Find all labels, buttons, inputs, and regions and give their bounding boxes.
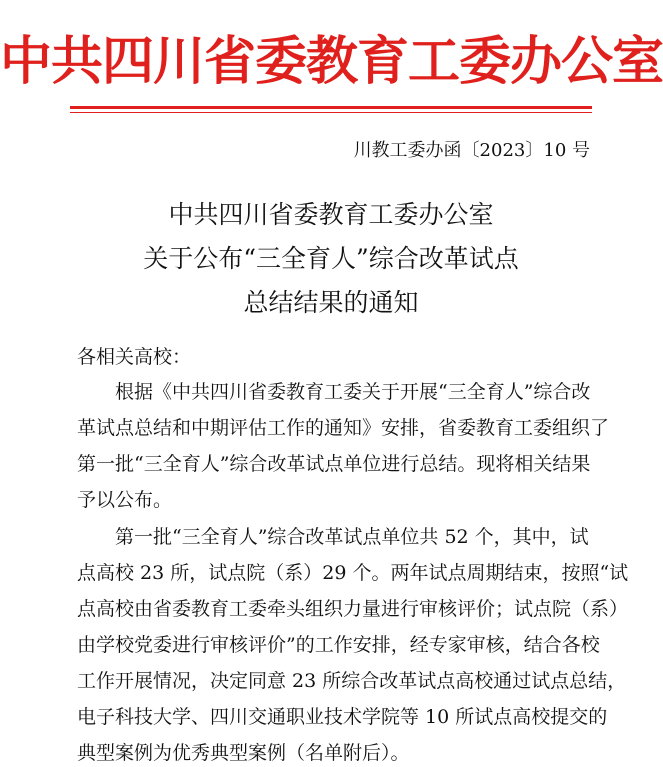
paragraph-2-line: 第一批“三全育人”综合改革试点单位共 52 个，其中，试 <box>115 526 589 548</box>
header-red-rule-thick <box>70 106 592 109</box>
paragraph-1-line: 予以公布。 <box>77 489 173 511</box>
paragraph-1-line: 第一批“三全育人”综合改革试点单位进行总结。现将相关结果 <box>77 453 591 475</box>
paragraph-2-line: 由学校党委进行审核评价”的工作安排，经专家审核，结合各校 <box>77 634 600 656</box>
title-line-2: 关于公布“三全育人”综合改革试点 <box>143 244 519 273</box>
paragraph-2-line: 典型案例为优秀典型案例（名单附后）。 <box>77 742 410 764</box>
paragraph-1-line: 革试点总结和中期评估工作的通知》安排，省委教育工委组织了 <box>77 417 610 439</box>
title-line-3: 总结结果的通知 <box>243 288 419 317</box>
document-number: 川教工委办函〔2023〕10 号 <box>353 140 590 161</box>
header-red-rule-thin <box>70 112 592 113</box>
paragraph-2-line: 电子科技大学、四川交通职业技术学院等 10 所试点高校提交的 <box>77 706 608 728</box>
salutation: 各相关高校： <box>77 346 192 368</box>
paragraph-2-line: 工作开展情况，决定同意 23 所综合改革试点高校通过试点总结， <box>77 670 627 692</box>
paragraph-2-line: 点高校 23 所，试点院（系）29 个。两年试点周期结束，按照“试 <box>77 562 629 584</box>
issuing-office-header: 中共四川省委教育工委办公室 <box>0 31 663 92</box>
title-line-1: 中共四川省委教育工委办公室 <box>168 200 494 229</box>
paragraph-1-line: 根据《中共四川省委教育工委关于开展“三全育人”综合改 <box>115 381 591 403</box>
paragraph-2-line: 点高校由省委教育工委牵头组织力量进行审核评价；试点院（系） <box>77 598 629 620</box>
